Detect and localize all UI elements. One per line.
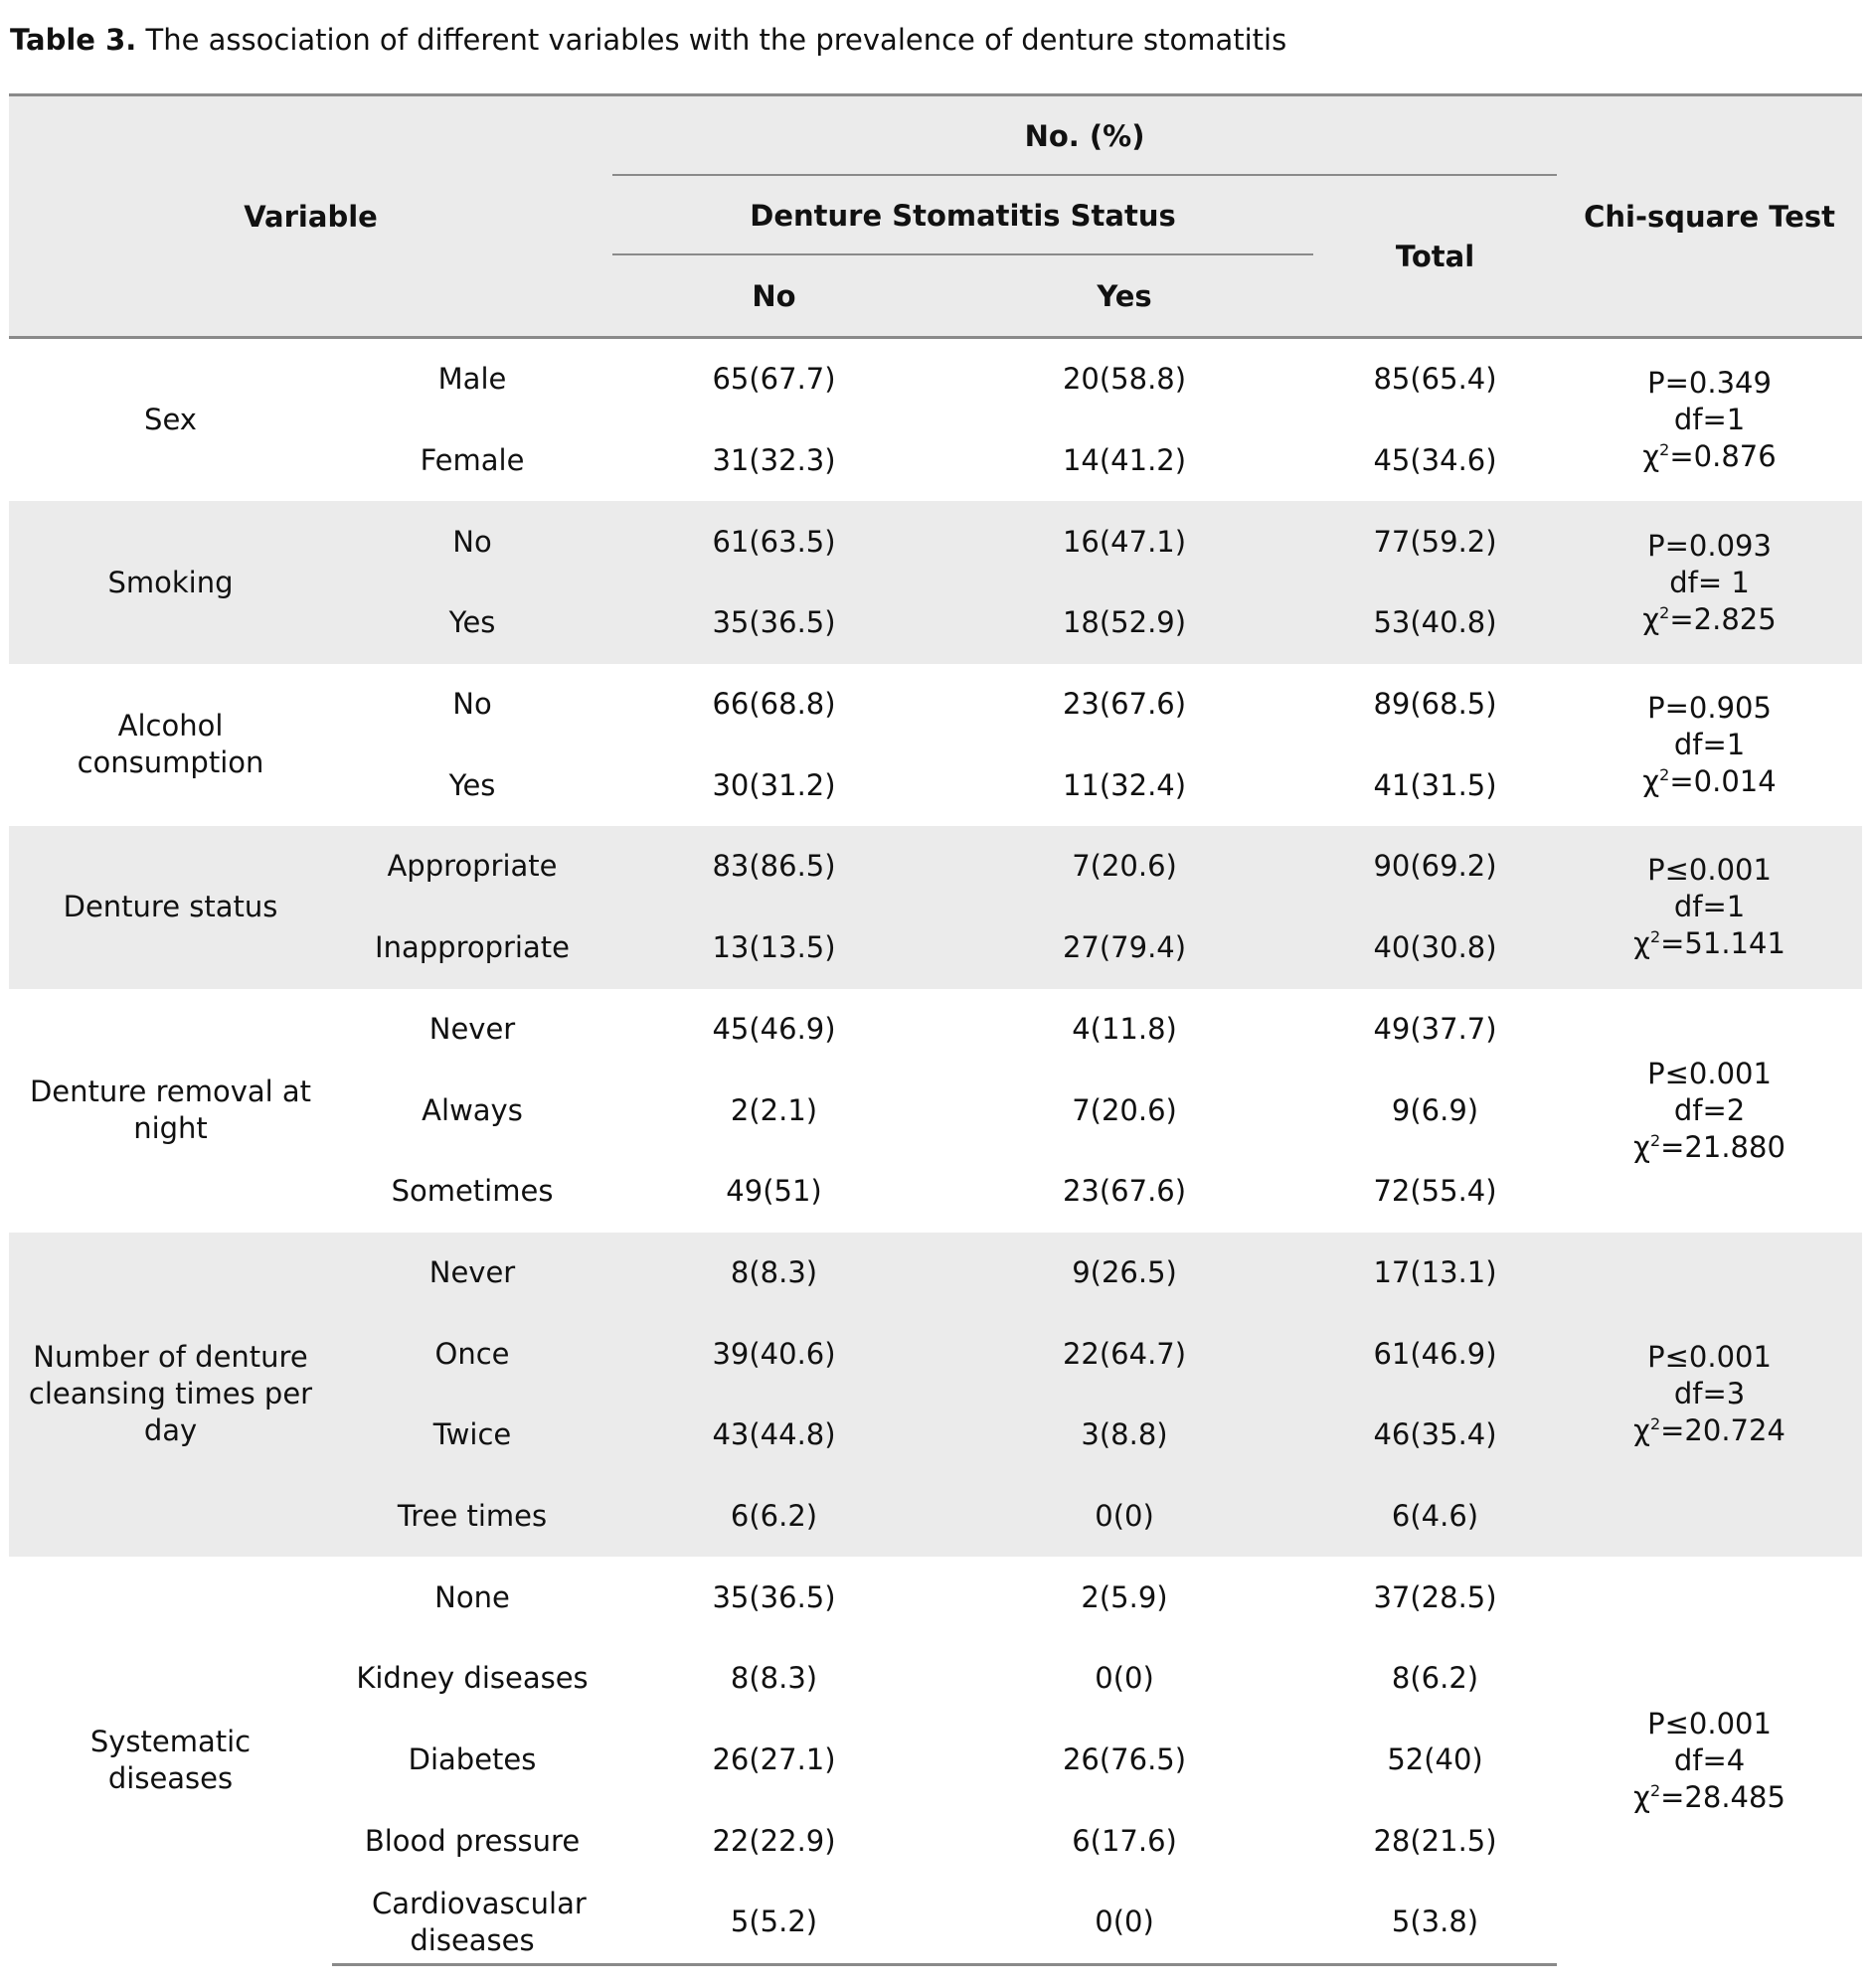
chi-number: =51.141 [1660, 926, 1785, 961]
header-chi-square: Chi-square Test [1557, 95, 1862, 338]
table-caption [10, 20, 1286, 60]
level-cell: Always [332, 1070, 612, 1151]
header-no: No [612, 255, 935, 338]
no-cell: 35(36.5) [612, 1557, 935, 1638]
total-cell: 52(40) [1313, 1720, 1557, 1801]
table-group [9, 989, 1862, 1233]
chi-number: =0.876 [1669, 439, 1777, 474]
total-cell: 72(55.4) [1313, 1151, 1557, 1233]
chi-square-cell [1557, 1557, 1862, 1964]
no-cell: 35(36.5) [612, 582, 935, 664]
table-group [9, 826, 1862, 988]
chi-square-cell [1557, 501, 1862, 663]
table-group [9, 1557, 1862, 1964]
total-cell: 61(46.9) [1313, 1313, 1557, 1395]
yes-cell: 0(0) [935, 1476, 1313, 1558]
chi-number: =21.880 [1660, 1129, 1785, 1164]
level-cell: Diabetes [332, 1720, 612, 1801]
no-cell: 2(2.1) [612, 1070, 935, 1151]
yes-cell: 9(26.5) [935, 1233, 1313, 1314]
total-cell: 77(59.2) [1313, 501, 1557, 582]
total-cell: 89(68.5) [1313, 664, 1557, 746]
level-cell: No [332, 664, 612, 746]
level-cell: Never [332, 1233, 612, 1314]
chi-superscript: 2 [1649, 1130, 1661, 1150]
chi-square-cell [1557, 1233, 1862, 1558]
chi-symbol: χ [1633, 926, 1650, 961]
no-cell: 65(67.7) [612, 338, 935, 420]
level-cell: None [332, 1557, 612, 1638]
p-value: P≤0.001 [1647, 1056, 1772, 1090]
p-value: P=0.349 [1647, 366, 1772, 401]
total-cell: 49(37.7) [1313, 989, 1557, 1071]
total-cell: 46(35.4) [1313, 1395, 1557, 1476]
table-row [9, 501, 1862, 582]
yes-cell: 20(58.8) [935, 338, 1313, 420]
total-cell: 6(4.6) [1313, 1476, 1557, 1558]
table-group [9, 664, 1862, 826]
no-cell: 31(32.3) [612, 420, 935, 502]
level-cell: Yes [332, 582, 612, 664]
chi-square-cell [1557, 826, 1862, 988]
chi-symbol: χ [1642, 601, 1660, 636]
df-value: df= 1 [1669, 565, 1750, 599]
total-cell: 45(34.6) [1313, 420, 1557, 502]
chi-symbol: χ [1633, 1779, 1650, 1814]
level-cell: Inappropriate [332, 908, 612, 989]
p-value: P=0.905 [1647, 690, 1772, 725]
header-yes: Yes [935, 255, 1313, 338]
chi-superscript: 2 [1649, 1414, 1661, 1434]
no-cell: 8(8.3) [612, 1233, 935, 1314]
level-cell: Once [332, 1313, 612, 1395]
df-value: df=4 [1673, 1742, 1746, 1777]
chi-number: =28.485 [1660, 1779, 1785, 1814]
yes-cell: 16(47.1) [935, 501, 1313, 582]
chi-superscript: 2 [1649, 1780, 1661, 1800]
level-cell: Appropriate [332, 826, 612, 908]
total-cell: 8(6.2) [1313, 1638, 1557, 1720]
yes-cell: 22(64.7) [935, 1313, 1313, 1395]
no-cell: 61(63.5) [612, 501, 935, 582]
yes-cell: 3(8.8) [935, 1395, 1313, 1476]
level-cell: Kidney diseases [332, 1638, 612, 1720]
chi-superscript: 2 [1659, 764, 1670, 784]
chi-value [1557, 925, 1862, 962]
total-cell: 9(6.9) [1313, 1070, 1557, 1151]
yes-cell: 7(20.6) [935, 1070, 1313, 1151]
chi-superscript: 2 [1659, 602, 1670, 622]
variable-cell: Alcohol consumption [9, 664, 332, 826]
table-row [9, 1557, 1862, 1638]
table-group [9, 1233, 1862, 1558]
yes-cell: 6(17.6) [935, 1800, 1313, 1882]
yes-cell: 23(67.6) [935, 664, 1313, 746]
p-value: P≤0.001 [1647, 853, 1772, 888]
df-value: df=3 [1673, 1377, 1746, 1411]
df-value: df=1 [1673, 727, 1746, 761]
chi-square-cell [1557, 664, 1862, 826]
variable-cell: Smoking [9, 501, 332, 663]
chi-superscript: 2 [1649, 927, 1661, 947]
chi-symbol: χ [1642, 763, 1660, 798]
total-cell: 53(40.8) [1313, 582, 1557, 664]
variable-cell: Denture removal at night [9, 989, 332, 1233]
chi-value [1557, 1779, 1862, 1816]
no-cell: 45(46.9) [612, 989, 935, 1071]
table-row [9, 1233, 1862, 1314]
total-cell: 90(69.2) [1313, 826, 1557, 908]
p-value: P=0.093 [1647, 528, 1772, 563]
variable-cell: Systematic diseases [9, 1557, 332, 1964]
level-cell: Yes [332, 745, 612, 826]
no-cell: 39(40.6) [612, 1313, 935, 1395]
yes-cell: 0(0) [935, 1638, 1313, 1720]
yes-cell: 18(52.9) [935, 582, 1313, 664]
chi-value [1557, 763, 1862, 800]
variable-cell: Number of denture cleansing times per day [9, 1233, 332, 1558]
caption-text: The association of different variables with the prevalence of denture stomatitis [145, 23, 1287, 57]
no-cell: 8(8.3) [612, 1638, 935, 1720]
yes-cell: 7(20.6) [935, 826, 1313, 908]
no-cell: 22(22.9) [612, 1800, 935, 1882]
chi-square-cell [1557, 989, 1862, 1233]
total-cell: 40(30.8) [1313, 908, 1557, 989]
yes-cell: 11(32.4) [935, 745, 1313, 826]
chi-symbol: χ [1642, 439, 1660, 474]
variable-cell: Denture status [9, 826, 332, 988]
level-cell: Tree times [332, 1476, 612, 1558]
no-cell: 83(86.5) [612, 826, 935, 908]
chi-symbol: χ [1633, 1129, 1650, 1164]
header-status: Denture Stomatitis Status [612, 176, 1313, 255]
chi-value [1557, 601, 1862, 638]
table-header [9, 95, 1862, 338]
chi-value [1557, 438, 1862, 475]
df-value: df=1 [1673, 403, 1746, 437]
caption-label: Table 3. [10, 23, 137, 57]
level-cell: Male [332, 338, 612, 420]
yes-cell: 26(76.5) [935, 1720, 1313, 1801]
yes-cell: 27(79.4) [935, 908, 1313, 989]
level-cell: Sometimes [332, 1151, 612, 1233]
variable-cell: Sex [9, 338, 332, 502]
yes-cell: 2(5.9) [935, 1557, 1313, 1638]
total-cell: 17(13.1) [1313, 1233, 1557, 1314]
chi-value [1557, 1412, 1862, 1449]
total-cell: 85(65.4) [1313, 338, 1557, 420]
no-cell: 6(6.2) [612, 1476, 935, 1558]
level-cell: No [332, 501, 612, 582]
table-row [9, 989, 1862, 1071]
chi-value [1557, 1129, 1862, 1166]
p-value: P≤0.001 [1647, 1706, 1772, 1740]
level-cell: Never [332, 989, 612, 1071]
no-cell: 49(51) [612, 1151, 935, 1233]
no-cell: 43(44.8) [612, 1395, 935, 1476]
p-value: P≤0.001 [1647, 1340, 1772, 1375]
total-cell: 37(28.5) [1313, 1557, 1557, 1638]
no-cell: 5(5.2) [612, 1882, 935, 1964]
level-cell: Female [332, 420, 612, 502]
chi-number: =0.014 [1669, 763, 1777, 798]
yes-cell: 14(41.2) [935, 420, 1313, 502]
df-value: df=1 [1673, 890, 1746, 924]
results-table [9, 93, 1862, 1966]
no-cell: 66(68.8) [612, 664, 935, 746]
total-cell: 41(31.5) [1313, 745, 1557, 826]
level-cell: Blood pressure [332, 1800, 612, 1882]
table-row [9, 664, 1862, 746]
table-group [9, 338, 1862, 502]
header-variable: Variable [9, 95, 612, 338]
no-cell: 30(31.2) [612, 745, 935, 826]
total-cell: 28(21.5) [1313, 1800, 1557, 1882]
no-cell: 26(27.1) [612, 1720, 935, 1801]
chi-square-cell [1557, 338, 1862, 502]
header-total: Total [1313, 176, 1557, 338]
chi-symbol: χ [1633, 1413, 1650, 1448]
chi-superscript: 2 [1659, 440, 1670, 460]
table-row [9, 826, 1862, 908]
chi-number: =2.825 [1669, 601, 1777, 636]
total-cell: 5(3.8) [1313, 1882, 1557, 1964]
chi-number: =20.724 [1660, 1413, 1785, 1448]
table-group [9, 501, 1862, 663]
level-cell: Cardiovascular diseases [332, 1882, 612, 1964]
level-cell: Twice [332, 1395, 612, 1476]
yes-cell: 23(67.6) [935, 1151, 1313, 1233]
table-row [9, 338, 1862, 420]
yes-cell: 4(11.8) [935, 989, 1313, 1071]
header-no-pct: No. (%) [612, 95, 1557, 177]
yes-cell: 0(0) [935, 1882, 1313, 1964]
df-value: df=2 [1673, 1092, 1746, 1127]
no-cell: 13(13.5) [612, 908, 935, 989]
